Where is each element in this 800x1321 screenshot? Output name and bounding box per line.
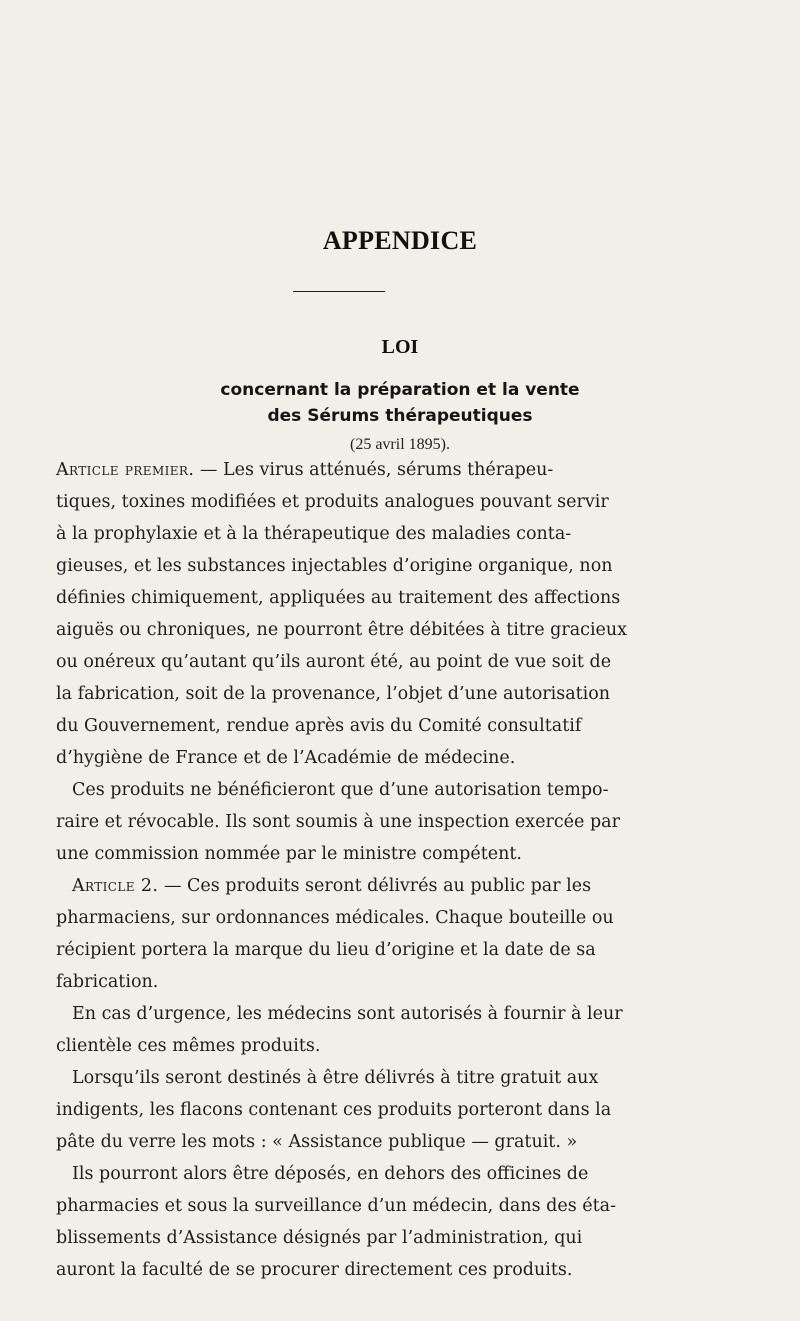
body-line: du Gouvernement, rendue après avis du Comité consultatif — [56, 716, 582, 736]
body-line: pharmaciens, sur ordonnances médicales. Chaque bouteille ou — [56, 908, 614, 928]
title-divider — [293, 291, 385, 292]
body-line: fabrication. — [56, 972, 159, 992]
appendix-title: APPENDICE — [322, 226, 478, 255]
body-line — [72, 875, 591, 897]
body-line: d’hygiène de France et de l’Académie de médecine. — [56, 748, 516, 768]
body-line: En cas d’urgence, les médecins sont autorisés à fournir à leur — [72, 1004, 623, 1024]
body-line: blissements d’Assistance désignés par l’administration, qui — [56, 1228, 583, 1248]
body-line: aiguës ou chroniques, ne pourront être débitées à titre gracieux — [56, 620, 628, 640]
body-line: récipient portera la marque du lieu d’origine et la date de sa — [56, 940, 596, 960]
body-line: clientèle ces mêmes produits. — [56, 1036, 321, 1056]
body-line — [56, 459, 553, 481]
law-subtitle-line-2: des Sérums thérapeutiques — [267, 406, 533, 426]
body-line: indigents, les flacons contenant ces produits porteront dans la — [56, 1100, 612, 1120]
body-line: Ils pourront alors être déposés, en dehors des officines de — [72, 1164, 589, 1184]
body-line: raire et révocable. Ils sont soumis à une inspection exercée par — [56, 812, 620, 832]
law-subtitle-line-1: concernant la préparation et la vente — [220, 380, 580, 400]
body-line: la fabrication, soit de la provenance, l’objet d’une autorisation — [56, 684, 611, 704]
body-line: auront la faculté de se procurer directement ces produits. — [56, 1260, 573, 1280]
body-line: gieuses, et les substances injectables d’origine organique, non — [56, 556, 613, 576]
body-line: Ces produits ne bénéficieront que d’une autorisation tempo- — [72, 780, 609, 800]
law-date: (25 avril 1895). — [350, 436, 450, 453]
article-label: Article 2. — [72, 876, 159, 896]
body-line-text: — Les virus atténués, sérums thérapeu- — [194, 460, 554, 480]
body-line: une commission nommée par le ministre compétent. — [56, 844, 522, 864]
body-line: tiques, toxines modifiées et produits analogues pouvant servir — [56, 492, 609, 512]
body-line: à la prophylaxie et à la thérapeutique des maladies conta- — [56, 524, 572, 544]
body-line: définies chimiquement, appliquées au traitement des affections — [56, 588, 621, 608]
body-line: pâte du verre les mots : « Assistance publique — gratuit. » — [56, 1132, 578, 1152]
article-label: Article premier. — [56, 460, 195, 480]
body-line-text: — Ces produits seront délivrés au public par les — [158, 876, 592, 896]
body-line: Lorsqu’ils seront destinés à être délivrés à titre gratuit aux — [72, 1068, 599, 1088]
body-line: ou onéreux qu’autant qu’ils auront été, au point de vue soit de — [56, 652, 612, 672]
body-line: pharmacies et sous la surveillance d’un médecin, dans des éta- — [56, 1196, 617, 1216]
law-title: LOI — [381, 336, 419, 358]
